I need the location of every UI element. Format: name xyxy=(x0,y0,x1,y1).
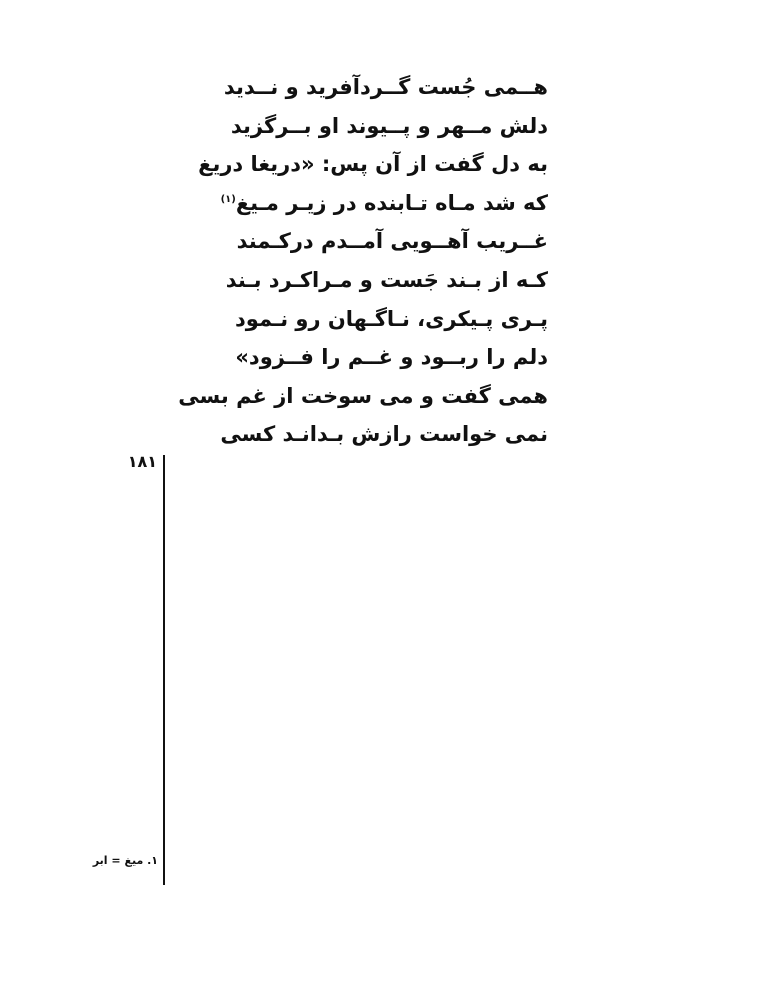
verse-line: پـری پـیکری، نـاگـهان رو نـمود xyxy=(235,306,548,331)
verse-line: دلم را ربــود و غــم را فــزود» xyxy=(235,345,548,370)
verse-line: دلش مــهر و پــیوند او بــرگزید xyxy=(230,113,548,138)
footnote-marker: (۱) xyxy=(220,193,236,205)
verse-line: به دل گفت از آن پس: «دریغا دریغ xyxy=(198,152,548,177)
verse-line-with-footnote xyxy=(220,184,548,223)
verse-line: غــریب آهــویی آمــدم درکـمند xyxy=(236,229,548,254)
poem-block xyxy=(178,68,548,454)
verse-line: همی گفت و می سوخت از غم بسی xyxy=(178,383,548,408)
page-number: ۱۸۱ xyxy=(127,452,157,471)
verse-line: کـه از بـند جَست و مـراکـرد بـند xyxy=(225,267,548,292)
margin-rule xyxy=(163,455,165,885)
verse-line: هــمی جُست گــردآفرید و نــدید xyxy=(223,75,548,99)
footnote: ۱. میغ = ابر xyxy=(92,854,158,867)
verse-text: که شد مـاه تـابنده در زیـر مـیغ xyxy=(235,190,548,215)
verse-line: نمی خواست رازش بـدانـد کسی xyxy=(220,422,548,447)
